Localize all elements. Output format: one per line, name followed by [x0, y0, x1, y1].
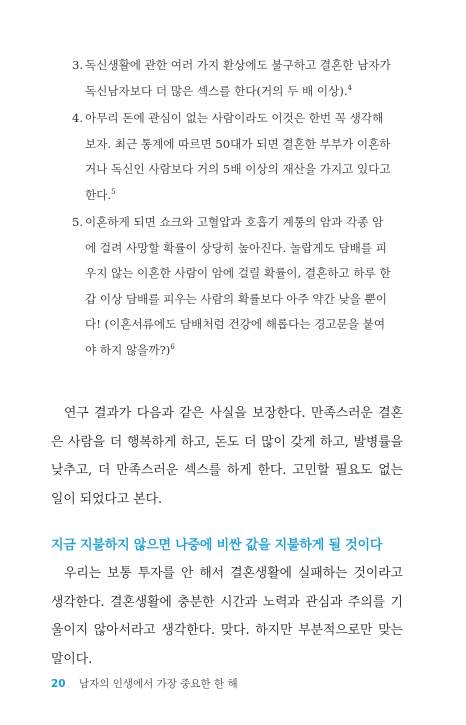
- body-paragraph-2: 우리는 보통 투자를 안 해서 결혼생활에 실패하는 것이라고 생각한다. 결혼생활에 충분한 시간과 노력과 관심과 주의를 기울이지 않아서라고 생각한다. 맞다. 하지만 부분적으로만 맞는 말이다.: [51, 566, 403, 667]
- list-number: 5.: [72, 215, 84, 229]
- list-text: 독신생활에 관한 여러 가지 환상에도 불구하고 결혼한 남자가 독신남자보다 더 많은 섹스를 한다(거의 두 배 이상).: [85, 58, 391, 98]
- running-title: 남자의 인생에서 가장 중요한 한 해: [78, 678, 238, 690]
- body-paragraph-1: 연구 결과가 다음과 같은 사실을 보장한다. 만족스러운 결혼은 사람을 더 행복하게 하고, 돈도 더 많이 갖게 하고, 발병률을 낮추고, 더 만족스러운 섹스를 하게 한다. 고민할 필요도 없는 일이 되었다고 본다.: [51, 406, 403, 507]
- list-number: 3.: [72, 58, 84, 72]
- list-number: 4.: [72, 111, 84, 125]
- footnote-ref: 4: [347, 83, 352, 92]
- page-footer: [51, 676, 238, 691]
- list-text: 아무리 돈에 관심이 없는 사람이라도 이것은 한번 꼭 생각해 보자. 최근 통계에 따르면 50대가 되면 결혼한 부부가 이혼하거나 독신인 사람보다 거의 5배 이상의 재산을 가지고 있다고 한다.: [85, 111, 391, 202]
- list-item-4: [72, 106, 394, 208]
- list-item-3: [72, 53, 394, 104]
- list-item-5: [72, 210, 394, 363]
- footnote-ref: 6: [170, 342, 175, 351]
- page-number: 20: [51, 678, 66, 690]
- footnote-ref: 5: [111, 187, 116, 196]
- list-text: 이혼하게 되면 쇼크와 고혈압과 호흡기 계통의 암과 각종 암에 걸려 사망할 확률이 상당히 높아진다. 놀랍게도 담배를 피우지 않는 이혼한 사람이 암에 걸릴 확률이, 결혼하고 하루 한 갑 이상 담배를 피우는 사람의 확률보다 아주 약간 낮을 뿐이다! (이혼서류에도 담배처럼 건강에 해롭다는 경고문을 붙여야 하지 않을까?): [85, 215, 391, 357]
- section-heading: 지금 지불하지 않으면 나중에 비싼 값을 지불하게 될 것이다: [51, 538, 383, 553]
